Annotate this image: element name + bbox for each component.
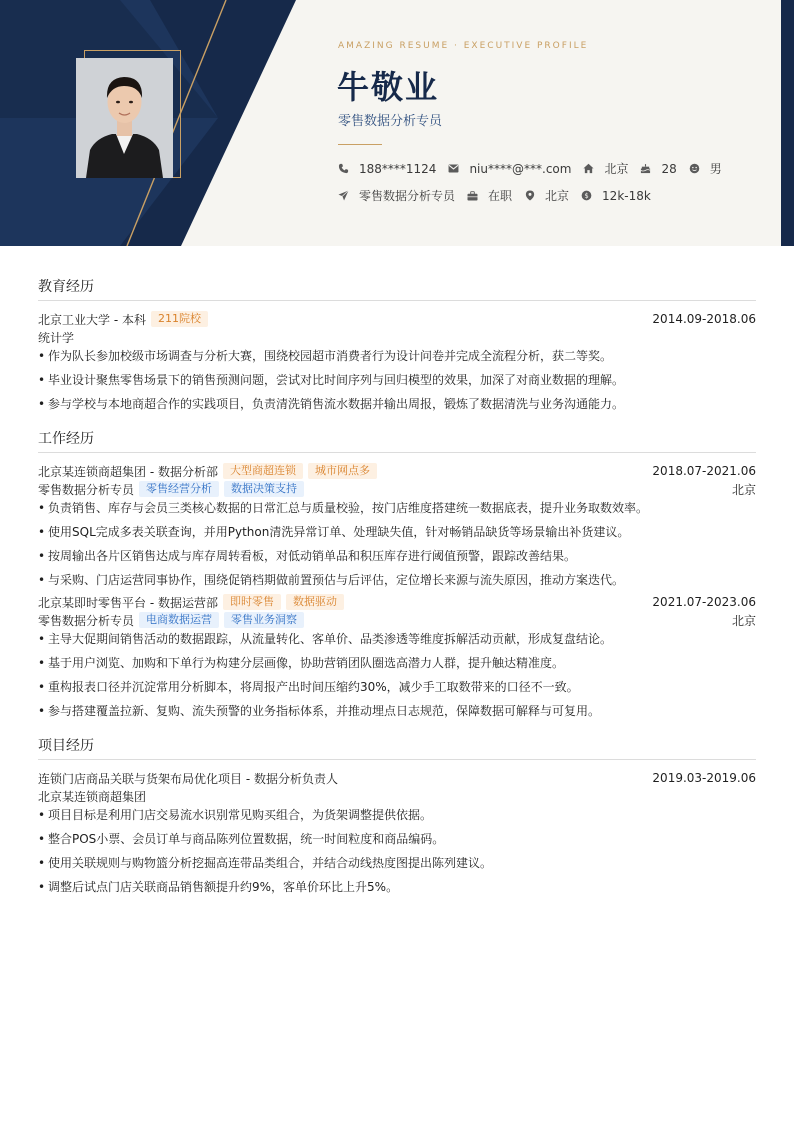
project-bullets — [38, 807, 756, 895]
list-item: • 调整后试点门店关联商品销售额提升约9%，客单价环比上升5%。 — [38, 879, 756, 895]
list-item: • 项目目标是利用门店交易流水识别常见购买组合，为货架调整提供依据。 — [38, 807, 756, 823]
hometown-item — [583, 160, 628, 177]
gender-text: 男 — [709, 162, 722, 176]
location-pin-icon — [524, 190, 535, 201]
company-tag: 大型商超连锁 — [223, 463, 303, 479]
education-period: 2014.09-2018.06 — [652, 312, 756, 326]
career-row — [338, 187, 663, 204]
hometown-text: 北京 — [604, 162, 629, 176]
education-entry — [38, 310, 756, 412]
header-right-strip — [781, 0, 794, 246]
briefcase-icon — [467, 190, 478, 201]
job-bullets — [38, 631, 756, 719]
list-item: • 参与搭建覆盖拉新、复购、流失预警的业务指标体系，并推动埋点日志规范，保障数据可解释与可复用。 — [38, 703, 756, 719]
role-tag: 零售业务洞察 — [224, 612, 304, 628]
role-tag: 零售经营分析 — [139, 481, 219, 497]
projects-section — [38, 735, 756, 895]
company-tag: 即时零售 — [223, 594, 281, 610]
role-tag: 电商数据运营 — [139, 612, 219, 628]
status-item — [467, 187, 512, 204]
project-entry — [38, 769, 756, 895]
list-item: • 使用SQL完成多表关联查询，并用Python清洗异常订单、处理缺失值，针对畅销品缺货等场景输出补货建议。 — [38, 524, 756, 540]
list-item: • 重构报表口径并沉淀常用分析脚本，将周报产出时间压缩约30%，减少手工取数带来的口径不一致。 — [38, 679, 756, 695]
list-item: • 按周输出各片区销售达成与库存周转看板，对低动销单品和积压库存进行阈值预警，跟踪改善结果。 — [38, 548, 756, 564]
target-city-text: 北京 — [545, 189, 570, 203]
cake-icon — [640, 163, 651, 174]
role-tag: 数据决策支持 — [224, 481, 304, 497]
resume-content — [38, 276, 756, 911]
target-role-text: 零售数据分析专员 — [359, 189, 456, 203]
resume-header — [0, 0, 794, 246]
send-icon — [338, 190, 349, 201]
projects-heading: 项目经历 — [38, 735, 756, 760]
project-org: 北京某连锁商超集团 — [38, 789, 147, 804]
mail-icon — [448, 163, 459, 174]
project-title: 连锁门店商品关联与货架布局优化项目 - 数据分析负责人 — [38, 771, 338, 786]
list-item: • 作为队长参加校级市场调查与分析大赛，围绕校园超市消费者行为设计问卷并完成全流程分析，获二等奖。 — [38, 348, 756, 364]
list-item: • 整合POS小票、会员订单与商品陈列位置数据，统一时间粒度和商品编码。 — [38, 831, 756, 847]
profile-photo — [76, 58, 173, 178]
target-city-item — [524, 187, 569, 204]
company-tag: 城市网点多 — [308, 463, 377, 479]
job-period: 2021.07-2023.06 — [652, 595, 756, 609]
list-item: • 与采购、门店运营同事协作，围绕促销档期做前置预估与后评估，定位增长来源与流失原因，推动方案迭代。 — [38, 572, 756, 588]
candidate-title: 零售数据分析专员 — [338, 114, 443, 129]
age-item — [640, 162, 676, 176]
job-city: 北京 — [731, 613, 756, 628]
gender-item — [689, 160, 722, 177]
job-role: 零售数据分析专员 — [38, 613, 135, 628]
age-text: 28 — [661, 161, 677, 176]
home-icon — [583, 163, 594, 174]
title-divider — [338, 144, 382, 145]
job-role: 零售数据分析专员 — [38, 482, 135, 497]
phone-icon — [338, 163, 349, 174]
job-period: 2018.07-2021.06 — [652, 464, 756, 478]
job-entry — [38, 462, 756, 588]
list-item: • 主导大促期间销售活动的数据跟踪，从流量转化、客单价、品类渗透等维度拆解活动贡献，形成复盘结论。 — [38, 631, 756, 647]
school-tag: 211院校 — [151, 311, 208, 327]
education-section — [38, 276, 756, 412]
candidate-name: 牛敬业 — [337, 68, 440, 106]
contact-row — [338, 160, 734, 177]
work-section — [38, 428, 756, 719]
svg-text:$: $ — [584, 191, 589, 200]
education-bullets — [38, 348, 756, 412]
project-period: 2019.03-2019.06 — [652, 771, 756, 785]
list-item: • 毕业设计聚焦零售场景下的销售预测问题，尝试对比时间序列与回归模型的效果，加深了对商业数据的理解。 — [38, 372, 756, 388]
list-item: • 参与学校与本地商超合作的实践项目，负责清洗销售流水数据并输出周报，锻炼了数据清洗与业务沟通能力。 — [38, 396, 756, 412]
job-entry — [38, 593, 756, 719]
list-item: • 负责销售、库存与会员三类核心数据的日常汇总与质量校验，按门店维度搭建统一数据底表，提升业务取数效率。 — [38, 500, 756, 516]
company-tag: 数据驱动 — [286, 594, 344, 610]
job-company: 北京某即时零售平台 - 数据运营部 — [38, 595, 218, 610]
phone-text: 188****1124 — [359, 161, 437, 176]
job-city: 北京 — [731, 482, 756, 497]
salary-text: 12k-18k — [602, 188, 651, 203]
job-company: 北京某连锁商超集团 - 数据分析部 — [38, 464, 218, 479]
list-item: • 基于用户浏览、加购和下单行为构建分层画像，协助营销团队圈选高潜力人群，提升触达精准度。 — [38, 655, 756, 671]
money-icon — [581, 190, 592, 201]
school-name: 北京工业大学 - 本科 — [38, 312, 146, 327]
salary-item — [581, 189, 651, 203]
status-text: 在职 — [488, 189, 513, 203]
email-text: niu****@***.com — [469, 161, 572, 176]
education-heading: 教育经历 — [38, 276, 756, 301]
phone-item — [338, 162, 436, 176]
work-heading: 工作经历 — [38, 428, 756, 453]
header-tagline: AMAZING RESUME · EXECUTIVE PROFILE — [338, 41, 589, 51]
list-item: • 使用关联规则与购物篮分析挖掘高连带品类组合，并结合动线热度图提出陈列建议。 — [38, 855, 756, 871]
email-item — [448, 162, 571, 176]
target-role-item — [338, 187, 455, 204]
education-major: 统计学 — [38, 330, 75, 345]
job-bullets — [38, 500, 756, 588]
smile-icon — [689, 163, 700, 174]
